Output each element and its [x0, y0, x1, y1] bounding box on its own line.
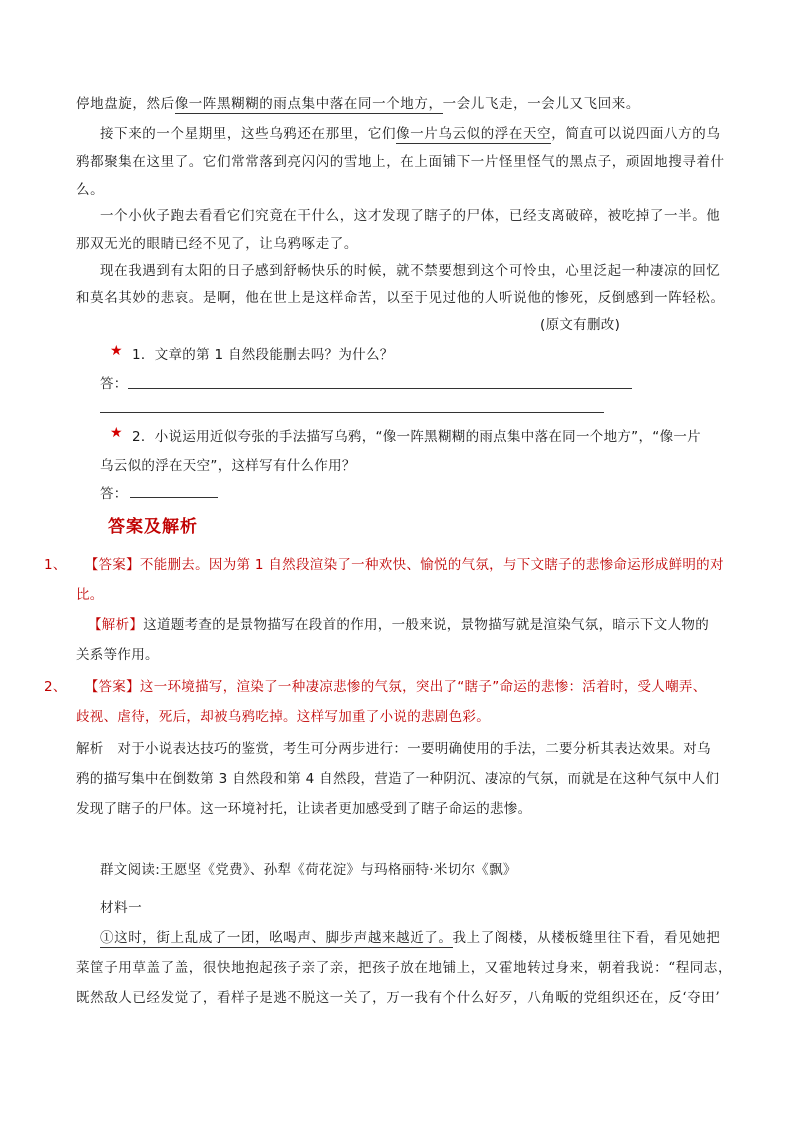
question-1: 1．文章的第 1 自然段能删去吗？为什么？ [132, 347, 394, 363]
passage-line-8: 和莫名其妙的悲哀。是啊，他在世上是这样命苦，以至于见过他的人听说他的惨死，反倒感到一阵轻松。 [76, 290, 725, 306]
text: 一会儿飞走，一会儿又飞回来。 [442, 96, 641, 112]
answer-2-line-1 [44, 677, 707, 697]
answer-tag: 【答案】 [84, 679, 140, 695]
answer-number: 1、 [44, 557, 67, 573]
answer-text: 这一环境描写，渲染了一种凄凉悲惨的气氛，突出了“瞎子”命运的悲惨：活着时，受人嘲弄、 [139, 679, 707, 695]
text: 停地盘旋，然后 [76, 96, 175, 112]
answer-line-2[interactable] [130, 497, 218, 498]
analysis-1-line-2: 关系等作用。 [76, 647, 159, 663]
material-line-1 [100, 928, 720, 948]
analysis-text: 这道题考查的是景物描写在段首的作用，一般来说，景物描写就是渲染气氛，暗示下文人物的 [143, 617, 710, 633]
material-line-3: 既然敌人已经发觉了，看样子是逃不脱这一关了，万一我有个什么好歹，八角畈的党组织还在，反‘夺田’ [76, 990, 721, 1006]
answer-label-1: 答： [100, 376, 128, 392]
underlined-text: 像一阵黑糊糊的雨点集中落在同一个地方， [174, 96, 443, 112]
star-icon: ★ [110, 343, 123, 359]
analysis-tag: 【解析】 [88, 617, 144, 633]
passage-line-4: 么。 [76, 182, 105, 198]
group-reading-title: 群文阅读:王愿坚《党费》、孙犁《荷花淀》与玛格丽特·米切尔《飘》 [100, 862, 517, 878]
question-2-line-2: 乌云似的浮在天空”，这样写有什么作用？ [100, 458, 356, 474]
analysis-2-line-1: 解析 对于小说表达技巧的鉴赏，考生可分两步进行：一要明确使用的手法，二要分析其表达效果。对乌 [76, 741, 711, 757]
analysis-2-line-2: 鸦的描写集中在倒数第 3 自然段和第 4 自然段，营造了一种阴沉、凄凉的气氛，而就是在这种气氛中人们 [76, 771, 720, 787]
answer-label-2: 答： [100, 486, 128, 502]
answers-heading: 答案及解析 [108, 517, 198, 537]
answer-tag: 【答案】 [84, 557, 140, 573]
text: 接下来的一个星期里，这些乌鸦还在那里，它们 [100, 126, 397, 142]
text: 我上了阁楼，从楼板缝里往下看，看见她把 [452, 930, 721, 946]
star-icon: ★ [110, 425, 123, 441]
material-label: 材料一 [100, 900, 143, 916]
answer-line-1b[interactable] [100, 412, 604, 413]
question-2-line-1: 2．小说运用近似夸张的手法描写乌鸦，“像一阵黑糊糊的雨点集中落在同一个地方”，“像一片 [132, 429, 701, 445]
answer-2-line-2: 歧视、虐待，死后，却被乌鸦吃掉。这样写加重了小说的悲剧色彩。 [76, 709, 490, 725]
analysis-2-line-3: 发现了瞎子的尸体。这一环境衬托，让读者更加感受到了瞎子命运的悲惨。 [76, 801, 532, 817]
source-note: (原文有删改) [540, 317, 621, 333]
passage-line-7: 现在我遇到有太阳的日子感到舒畅快乐的时候，就不禁要想到这个可怜虫，心里泛起一种凄凉的回忆 [100, 263, 721, 279]
passage-line-1 [76, 94, 640, 114]
passage-line-3: 鸦都聚集在这里了。它们常常落到亮闪闪的雪地上，在上面铺下一片怪里怪气的黑点子，顽固地搜寻着什 [76, 154, 725, 170]
answer-line-1[interactable] [128, 388, 632, 389]
passage-line-2 [100, 124, 720, 144]
underlined-text: ①这时，街上乱成了一团，吆喝声、脚步声越来越近了。 [100, 930, 453, 946]
passage-line-5: 一个小伙子跑去看看它们究竟在干什么，这才发现了瞎子的尸体，已经支离破碎，被吃掉了一半。他 [100, 208, 721, 224]
analysis-1-line-1 [88, 615, 709, 635]
answer-1-line-2: 比。 [76, 587, 104, 603]
answer-text: 不能删去。因为第 1 自然段渲染了一种欢快、愉悦的气氛，与下文瞎子的悲惨命运形成鲜明的对 [139, 557, 724, 573]
text: ，简直可以说四面八方的乌 [551, 126, 721, 142]
underlined-text: 像一片乌云似的浮在天空 [396, 126, 552, 142]
material-line-2: 菜筐子用草盖了盖，很快地抱起孩子亲了亲，把孩子放在地铺上，又霍地转过身来，朝着我说：“程同志， [76, 960, 733, 976]
passage-line-6: 那双无光的眼睛已经不见了，让乌鸦啄走了。 [76, 236, 358, 252]
answer-1-line-1 [44, 555, 724, 575]
answer-number: 2、 [44, 679, 67, 695]
